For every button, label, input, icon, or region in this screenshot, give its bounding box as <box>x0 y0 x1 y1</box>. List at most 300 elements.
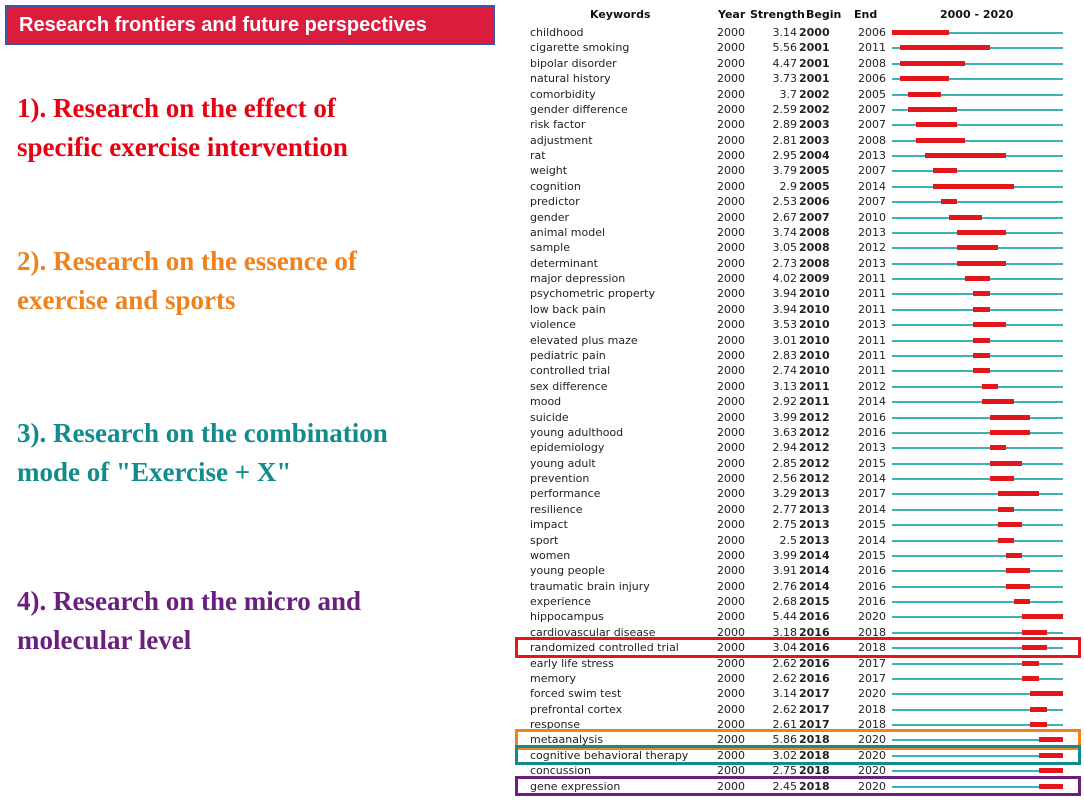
cell-end: 2018 <box>858 718 886 732</box>
cell-end: 2020 <box>858 610 886 624</box>
burst-bar <box>949 215 982 220</box>
cell-year: 2000 <box>717 210 745 224</box>
cell-year: 2000 <box>717 410 745 424</box>
cell-year: 2000 <box>717 256 745 270</box>
cell-end: 2013 <box>858 256 886 270</box>
cell-keyword: elevated plus maze <box>530 333 638 347</box>
cell-end: 2006 <box>858 26 886 39</box>
research-point-2 <box>17 242 497 320</box>
cell-strength: 2.94 <box>772 441 797 455</box>
cell-year: 2000 <box>717 764 745 778</box>
cell-year: 2000 <box>717 748 745 762</box>
cell-end: 2011 <box>858 364 886 378</box>
cell-year: 2000 <box>717 779 745 793</box>
timeline-line <box>892 201 1063 203</box>
cell-strength: 3.29 <box>772 487 797 501</box>
cell-begin: 2014 <box>799 548 830 562</box>
cell-strength: 3.13 <box>772 379 797 393</box>
research-point-1-line1: 1). Research on the effect of <box>17 93 336 123</box>
cell-strength: 3.94 <box>772 287 797 301</box>
cell-end: 2015 <box>858 456 886 470</box>
burst-bar <box>973 353 989 358</box>
cell-keyword: natural history <box>530 72 611 86</box>
cell-keyword: performance <box>530 487 601 501</box>
cell-end: 2008 <box>858 133 886 147</box>
cell-begin: 2018 <box>799 764 830 778</box>
cell-keyword: prevention <box>530 472 590 486</box>
cell-begin: 2012 <box>799 456 830 470</box>
cell-keyword: determinant <box>530 256 598 270</box>
cell-end: 2020 <box>858 764 886 778</box>
cell-strength: 2.45 <box>772 779 797 793</box>
table-row <box>512 194 1084 209</box>
cell-begin: 2005 <box>799 179 830 193</box>
cell-strength: 2.68 <box>772 595 797 609</box>
cell-keyword: pediatric pain <box>530 348 606 362</box>
cell-strength: 5.86 <box>772 733 797 747</box>
burst-bar <box>1030 722 1046 727</box>
cell-year: 2000 <box>717 87 745 101</box>
cell-begin: 2013 <box>799 487 830 501</box>
cell-strength: 5.44 <box>772 610 797 624</box>
cell-year: 2000 <box>717 364 745 378</box>
table-row <box>512 71 1084 86</box>
cell-strength: 2.67 <box>772 210 797 224</box>
cell-strength: 3.99 <box>772 410 797 424</box>
cell-keyword: cognition <box>530 179 581 193</box>
cell-keyword: young adult <box>530 456 596 470</box>
cell-year: 2000 <box>717 656 745 670</box>
research-point-4 <box>17 582 497 660</box>
timeline-line <box>892 509 1063 511</box>
cell-strength: 3.05 <box>772 241 797 255</box>
cell-keyword: young adulthood <box>530 425 624 439</box>
cell-strength: 2.92 <box>772 395 797 409</box>
cell-keyword: impact <box>530 518 568 532</box>
cell-strength: 2.61 <box>772 718 797 732</box>
cell-strength: 3.14 <box>772 26 797 39</box>
timeline-line <box>892 401 1063 403</box>
cell-keyword: low back pain <box>530 302 606 316</box>
cell-end: 2018 <box>858 702 886 716</box>
burst-bar <box>973 291 989 296</box>
burst-bar <box>1022 661 1038 666</box>
cell-year: 2000 <box>717 687 745 701</box>
table-row <box>512 579 1084 594</box>
cell-strength: 3.73 <box>772 72 797 86</box>
burst-bar <box>916 138 965 143</box>
cell-keyword: sport <box>530 533 559 547</box>
cell-end: 2020 <box>858 748 886 762</box>
cell-strength: 2.62 <box>772 656 797 670</box>
cell-keyword: response <box>530 718 580 732</box>
burst-bar <box>998 491 1039 496</box>
burst-bar <box>990 445 1006 450</box>
cell-begin: 2016 <box>799 656 830 670</box>
timeline-line <box>892 447 1063 449</box>
cell-strength: 3.94 <box>772 302 797 316</box>
cell-begin: 2007 <box>799 210 830 224</box>
cell-keyword: cigarette smoking <box>530 41 630 55</box>
cell-keyword: gene expression <box>530 779 621 793</box>
cell-begin: 2001 <box>799 56 830 70</box>
burst-bar <box>1006 584 1030 589</box>
cell-strength: 2.89 <box>772 118 797 132</box>
cell-strength: 2.62 <box>772 702 797 716</box>
cell-keyword: gender difference <box>530 102 628 116</box>
burst-bar <box>1022 614 1063 619</box>
cell-keyword: cognitive behavioral therapy <box>530 748 689 762</box>
cell-begin: 2014 <box>799 564 830 578</box>
cell-end: 2011 <box>858 41 886 55</box>
cell-keyword: traumatic brain injury <box>530 579 650 593</box>
cell-end: 2011 <box>858 302 886 316</box>
cell-end: 2007 <box>858 102 886 116</box>
cell-end: 2012 <box>858 379 886 393</box>
cell-begin: 2013 <box>799 518 830 532</box>
cell-strength: 2.81 <box>772 133 797 147</box>
timeline-line <box>892 386 1063 388</box>
timeline-line <box>892 432 1063 434</box>
cell-begin: 2000 <box>799 26 830 39</box>
cell-keyword: randomized controlled trial <box>530 641 679 655</box>
timeline-line <box>892 555 1063 557</box>
table-row <box>512 548 1084 563</box>
table-row <box>512 609 1084 624</box>
cell-begin: 2017 <box>799 718 830 732</box>
table-row <box>512 256 1084 271</box>
timeline-line <box>892 170 1063 172</box>
cell-end: 2011 <box>858 272 886 286</box>
burst-bar <box>973 338 989 343</box>
cell-strength: 3.99 <box>772 548 797 562</box>
cell-begin: 2013 <box>799 533 830 547</box>
burst-bar <box>990 415 1031 420</box>
cell-year: 2000 <box>717 671 745 685</box>
cell-begin: 2009 <box>799 272 830 286</box>
cell-year: 2000 <box>717 487 745 501</box>
cell-end: 2005 <box>858 87 886 101</box>
burst-bar <box>982 384 998 389</box>
header-range: 2000 - 2020 <box>940 8 1014 21</box>
cell-begin: 2011 <box>799 379 830 393</box>
burst-bar <box>973 368 989 373</box>
cell-strength: 2.59 <box>772 102 797 116</box>
burst-bar <box>1022 676 1038 681</box>
cell-keyword: predictor <box>530 195 580 209</box>
cell-begin: 2016 <box>799 641 830 655</box>
cell-year: 2000 <box>717 149 745 163</box>
burst-bar <box>1014 599 1030 604</box>
burst-bar <box>957 261 1006 266</box>
cell-end: 2014 <box>858 533 886 547</box>
cell-begin: 2010 <box>799 287 830 301</box>
cell-year: 2000 <box>717 456 745 470</box>
cell-strength: 3.14 <box>772 687 797 701</box>
cell-keyword: prefrontal cortex <box>530 702 623 716</box>
cell-strength: 4.47 <box>772 56 797 70</box>
cell-strength: 3.04 <box>772 641 797 655</box>
table-row <box>512 271 1084 286</box>
cell-keyword: violence <box>530 318 576 332</box>
cell-year: 2000 <box>717 595 745 609</box>
cell-end: 2013 <box>858 318 886 332</box>
cell-strength: 2.75 <box>772 518 797 532</box>
cell-strength: 2.74 <box>772 364 797 378</box>
cell-begin: 2001 <box>799 41 830 55</box>
cell-begin: 2016 <box>799 610 830 624</box>
cell-keyword: resilience <box>530 502 583 516</box>
cell-end: 2014 <box>858 395 886 409</box>
table-row <box>512 425 1084 440</box>
table-row <box>512 410 1084 425</box>
cell-year: 2000 <box>717 718 745 732</box>
cell-year: 2000 <box>717 641 745 655</box>
cell-year: 2000 <box>717 533 745 547</box>
burst-bar <box>900 61 965 66</box>
research-point-1-line2: specific exercise intervention <box>17 132 348 162</box>
research-point-2-line1: 2). Research on the essence of <box>17 246 357 276</box>
burst-bar <box>973 322 1006 327</box>
burst-bar <box>982 399 1015 404</box>
table-row <box>512 394 1084 409</box>
cell-year: 2000 <box>717 425 745 439</box>
burst-bar <box>990 476 1014 481</box>
cell-end: 2006 <box>858 72 886 86</box>
table-row <box>512 486 1084 501</box>
cell-year: 2000 <box>717 548 745 562</box>
cell-begin: 2012 <box>799 410 830 424</box>
timeline-line <box>892 417 1063 419</box>
cell-keyword: gender <box>530 210 569 224</box>
cell-end: 2016 <box>858 564 886 578</box>
table-row <box>512 533 1084 548</box>
timeline-line <box>892 540 1063 542</box>
cell-keyword: suicide <box>530 410 569 424</box>
timeline-line <box>892 770 1063 772</box>
cell-strength: 2.53 <box>772 195 797 209</box>
cell-year: 2000 <box>717 72 745 86</box>
cell-year: 2000 <box>717 441 745 455</box>
cell-end: 2018 <box>858 625 886 639</box>
cell-begin: 2011 <box>799 395 830 409</box>
cell-keyword: controlled trial <box>530 364 611 378</box>
cell-keyword: adjustment <box>530 133 593 147</box>
cell-year: 2000 <box>717 118 745 132</box>
cell-end: 2016 <box>858 595 886 609</box>
table-row <box>512 686 1084 701</box>
cell-year: 2000 <box>717 518 745 532</box>
cell-year: 2000 <box>717 702 745 716</box>
cell-begin: 2001 <box>799 72 830 86</box>
cell-end: 2017 <box>858 487 886 501</box>
cell-keyword: sample <box>530 241 570 255</box>
cell-begin: 2012 <box>799 425 830 439</box>
cell-year: 2000 <box>717 179 745 193</box>
cell-strength: 2.9 <box>779 179 797 193</box>
table-row <box>512 517 1084 532</box>
cell-strength: 2.95 <box>772 149 797 163</box>
burst-bar <box>933 168 957 173</box>
burst-bar <box>1030 691 1063 696</box>
cell-year: 2000 <box>717 610 745 624</box>
research-point-3-line2: mode of "Exercise + X" <box>17 457 292 487</box>
cell-begin: 2006 <box>799 195 830 209</box>
cell-begin: 2010 <box>799 318 830 332</box>
timeline-line <box>892 601 1063 603</box>
burst-bar <box>998 522 1022 527</box>
cell-begin: 2016 <box>799 671 830 685</box>
cell-year: 2000 <box>717 41 745 55</box>
cell-end: 2015 <box>858 548 886 562</box>
cell-keyword: memory <box>530 671 576 685</box>
table-row <box>512 179 1084 194</box>
cell-keyword: major depression <box>530 272 626 286</box>
cell-keyword: forced swim test <box>530 687 622 701</box>
cell-strength: 3.7 <box>779 87 797 101</box>
burst-bar <box>908 92 941 97</box>
research-point-3-line1: 3). Research on the combination <box>17 418 388 448</box>
burst-bar <box>1006 553 1022 558</box>
cell-end: 2010 <box>858 210 886 224</box>
cell-end: 2015 <box>858 518 886 532</box>
highlight-box <box>515 776 1081 796</box>
cell-end: 2011 <box>858 287 886 301</box>
table-row <box>512 302 1084 317</box>
cell-keyword: weight <box>530 164 568 178</box>
cell-keyword: epidemiology <box>530 441 605 455</box>
cell-strength: 3.18 <box>772 625 797 639</box>
cell-end: 2020 <box>858 779 886 793</box>
table-row <box>512 363 1084 378</box>
cell-strength: 3.53 <box>772 318 797 332</box>
cell-keyword: comorbidity <box>530 87 596 101</box>
cell-end: 2007 <box>858 118 886 132</box>
cell-year: 2000 <box>717 395 745 409</box>
cell-keyword: mood <box>530 395 562 409</box>
research-point-4-line1: 4). Research on the micro and <box>17 586 361 616</box>
cell-end: 2008 <box>858 56 886 70</box>
table-row <box>512 317 1084 332</box>
cell-end: 2013 <box>858 149 886 163</box>
burst-bar <box>1006 568 1030 573</box>
cell-year: 2000 <box>717 564 745 578</box>
cell-strength: 3.74 <box>772 225 797 239</box>
cell-strength: 2.85 <box>772 456 797 470</box>
burst-bar <box>900 45 990 50</box>
table-row <box>512 379 1084 394</box>
table-row <box>512 563 1084 578</box>
burst-bar <box>998 507 1014 512</box>
cell-begin: 2003 <box>799 118 830 132</box>
cell-begin: 2002 <box>799 87 830 101</box>
cell-end: 2014 <box>858 179 886 193</box>
cell-year: 2000 <box>717 733 745 747</box>
cell-begin: 2003 <box>799 133 830 147</box>
cell-begin: 2008 <box>799 225 830 239</box>
table-row <box>512 440 1084 455</box>
burst-bar <box>1022 630 1046 635</box>
burst-bar <box>965 276 989 281</box>
highlight-box <box>515 745 1081 765</box>
cell-year: 2000 <box>717 164 745 178</box>
table-row <box>512 25 1084 40</box>
table-row <box>512 333 1084 348</box>
cell-keyword: experience <box>530 595 591 609</box>
keyword-burst-table <box>512 0 1084 803</box>
highlight-box <box>515 637 1081 657</box>
burst-bar <box>990 430 1031 435</box>
cell-begin: 2008 <box>799 241 830 255</box>
burst-bar <box>990 461 1023 466</box>
cell-begin: 2010 <box>799 302 830 316</box>
header-keywords: Keywords <box>590 8 651 21</box>
cell-end: 2017 <box>858 656 886 670</box>
cell-begin: 2008 <box>799 256 830 270</box>
table-row <box>512 656 1084 671</box>
burst-bar <box>1039 768 1063 773</box>
cell-strength: 4.02 <box>772 272 797 286</box>
cell-begin: 2017 <box>799 687 830 701</box>
cell-end: 2011 <box>858 348 886 362</box>
table-row <box>512 702 1084 717</box>
research-point-2-line2: exercise and sports <box>17 285 236 315</box>
cell-strength: 3.02 <box>772 748 797 762</box>
table-row <box>512 225 1084 240</box>
timeline-line <box>892 586 1063 588</box>
title-banner: Research frontiers and future perspectives <box>5 5 495 45</box>
research-point-3 <box>17 414 497 492</box>
cell-year: 2000 <box>717 102 745 116</box>
cell-begin: 2012 <box>799 441 830 455</box>
cell-begin: 2016 <box>799 625 830 639</box>
timeline-line <box>892 570 1063 572</box>
table-row <box>512 210 1084 225</box>
burst-bar <box>998 538 1014 543</box>
table-row <box>512 348 1084 363</box>
cell-keyword: bipolar disorder <box>530 56 617 70</box>
burst-bar <box>957 245 998 250</box>
cell-keyword: rat <box>530 149 546 163</box>
cell-begin: 2002 <box>799 102 830 116</box>
cell-strength: 2.56 <box>772 472 797 486</box>
cell-end: 2016 <box>858 410 886 424</box>
cell-keyword: psychometric property <box>530 287 655 301</box>
cell-end: 2013 <box>858 225 886 239</box>
table-row <box>512 286 1084 301</box>
cell-end: 2014 <box>858 502 886 516</box>
cell-keyword: sex difference <box>530 379 608 393</box>
cell-year: 2000 <box>717 272 745 286</box>
cell-begin: 2015 <box>799 595 830 609</box>
cell-year: 2000 <box>717 225 745 239</box>
cell-strength: 2.62 <box>772 671 797 685</box>
header-strength: Strength <box>750 8 805 21</box>
cell-year: 2000 <box>717 472 745 486</box>
burst-bar <box>1030 707 1046 712</box>
table-row <box>512 240 1084 255</box>
cell-begin: 2018 <box>799 733 830 747</box>
cell-end: 2013 <box>858 441 886 455</box>
cell-end: 2020 <box>858 733 886 747</box>
table-row <box>512 471 1084 486</box>
burst-bar <box>973 307 989 312</box>
cell-year: 2000 <box>717 625 745 639</box>
cell-year: 2000 <box>717 333 745 347</box>
cell-strength: 3.91 <box>772 564 797 578</box>
cell-strength: 2.77 <box>772 502 797 516</box>
cell-keyword: risk factor <box>530 118 586 132</box>
